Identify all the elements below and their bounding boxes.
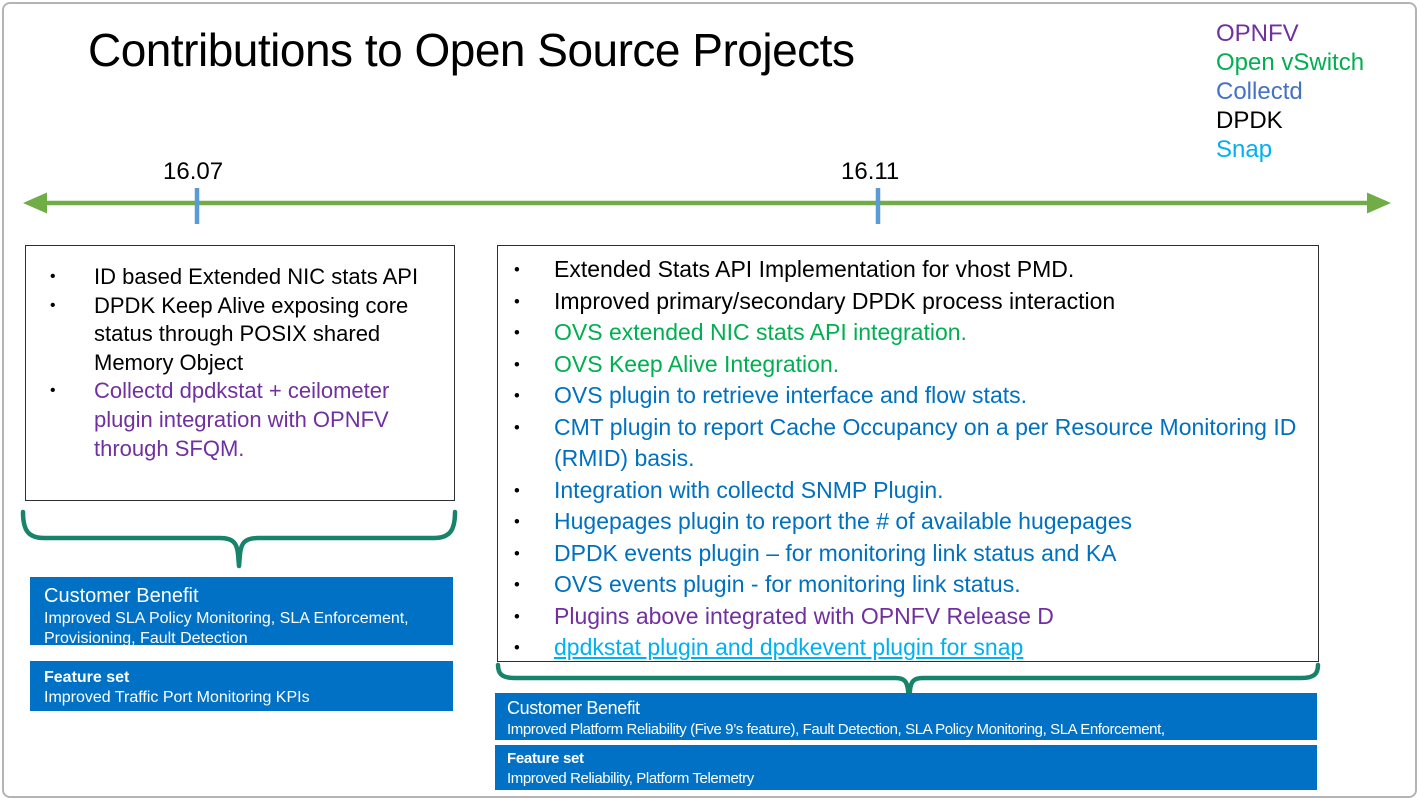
bullet-marker: •: [514, 512, 520, 531]
release-16-07-bullet-list: [26, 246, 454, 463]
bullet-item: [514, 475, 1318, 507]
bullet-text: CMT plugin to report Cache Occupancy on a per Resource Monitoring ID (RMID) basis.: [554, 413, 1297, 471]
customer-benefit-heading: Customer Benefit: [507, 698, 640, 718]
feature-set-body: Improved Traffic Port Monitoring KPIs: [44, 689, 310, 706]
bullet-marker: •: [514, 606, 520, 626]
legend-item: [1216, 77, 1364, 106]
timeline-right-arrowhead: [1367, 193, 1391, 214]
bullet-item: [514, 317, 1318, 349]
release-16-11-box: [497, 245, 1319, 662]
feature-set-heading: Feature set: [44, 669, 130, 686]
bullet-text: Improved primary/secondary DPDK process interaction: [554, 287, 1116, 314]
bullet-marker: •: [50, 296, 56, 314]
legend-item-label: OPNFV: [1216, 20, 1299, 47]
bullet-marker: •: [514, 638, 520, 657]
bullet-text: Collectd dpdkstat + ceilometer plugin integration with OPNFV through SFQM.: [94, 378, 390, 461]
bullet-text: dpdkstat plugin and dpdkevent plugin for snap: [554, 634, 1024, 660]
bullet-item: [514, 632, 1318, 664]
bullet-item: [514, 412, 1318, 475]
bullet-item: [514, 601, 1318, 633]
project-color-legend: [1216, 19, 1364, 164]
feature-set-body: Improved Reliability, Platform Telemetry: [507, 770, 754, 787]
bullet-marker: •: [514, 417, 520, 437]
milestone-label-16-11: 16.11: [841, 158, 900, 185]
bullet-marker: •: [514, 354, 520, 374]
bullet-text: Plugins above integrated with OPNFV Release D: [554, 602, 1054, 629]
customer-benefit-box-16-11: [495, 693, 1317, 740]
brace-path: [23, 512, 455, 566]
bullet-marker: •: [514, 260, 520, 279]
legend-item-label: Open vSwitch: [1216, 49, 1365, 76]
bullet-marker: •: [514, 323, 520, 342]
customer-benefit-heading: Customer Benefit: [44, 585, 199, 607]
bullet-marker: •: [514, 543, 520, 563]
bullet-item: [514, 349, 1318, 381]
milestone-label-16-07: 16.07: [163, 158, 224, 185]
bullet-item: [50, 377, 454, 463]
bullet-item: [514, 569, 1318, 601]
bullet-item: [514, 286, 1318, 318]
customer-benefit-box-16-07: [30, 577, 453, 645]
bullet-marker: •: [514, 386, 520, 405]
feature-set-box-16-07: [30, 661, 453, 711]
bullet-text: Hugepages plugin to report the # of available hugepages: [554, 508, 1132, 534]
bullet-marker: •: [514, 480, 520, 500]
release-16-11-bullet-list: [498, 246, 1318, 664]
legend-item-label: Collectd: [1216, 78, 1303, 105]
bullet-text: DPDK Keep Alive exposing core status through POSIX shared Memory Object: [94, 292, 409, 375]
bullet-item: [514, 380, 1318, 412]
bullet-text: Integration with collectd SNMP Plugin.: [554, 476, 944, 503]
bullet-text: ID based Extended NIC stats API: [94, 264, 419, 289]
bullet-text: OVS extended NIC stats API integration.: [554, 319, 967, 345]
release-16-07-box: [25, 245, 455, 501]
feature-set-box-16-11: [495, 745, 1317, 790]
bullet-marker: •: [514, 575, 520, 594]
bullet-item: [50, 263, 454, 292]
feature-set-heading: Feature set: [507, 750, 584, 767]
bullet-item: [514, 538, 1318, 570]
legend-item: [1216, 19, 1364, 48]
legend-item: [1216, 106, 1364, 135]
bullet-marker: •: [50, 382, 56, 400]
customer-benefit-body: Improved Platform Reliability (Five 9’s feature), Fault Detection, SLA Policy Monitoring, SLA Enforcement,: [507, 721, 1165, 738]
legend-item-label: Snap: [1216, 136, 1273, 163]
legend-item: [1216, 48, 1364, 77]
page-title: Contributions to Open Source Projects: [88, 24, 855, 76]
brace-under-16-07-box: [20, 508, 458, 570]
bullet-item: [514, 254, 1318, 286]
bullet-text: DPDK events plugin – for monitoring link status and KA: [554, 539, 1117, 566]
bullet-marker: •: [514, 291, 520, 311]
bullet-text: OVS plugin to retrieve interface and flow stats.: [554, 382, 1028, 408]
customer-benefit-body: Improved SLA Policy Monitoring, SLA Enforcement, Provisioning, Fault Detection: [44, 610, 409, 647]
legend-item-label: DPDK: [1216, 107, 1283, 134]
bullet-text: OVS events plugin - for monitoring link status.: [554, 571, 1021, 597]
legend-item: [1216, 135, 1364, 164]
bullet-item: [514, 506, 1318, 538]
timeline-left-arrowhead: [23, 193, 47, 214]
bullet-text: Extended Stats API Implementation for vhost PMD.: [554, 256, 1075, 282]
bullet-item: [50, 292, 454, 378]
bullet-marker: •: [50, 268, 56, 285]
bullet-text: OVS Keep Alive Integration.: [554, 350, 840, 377]
